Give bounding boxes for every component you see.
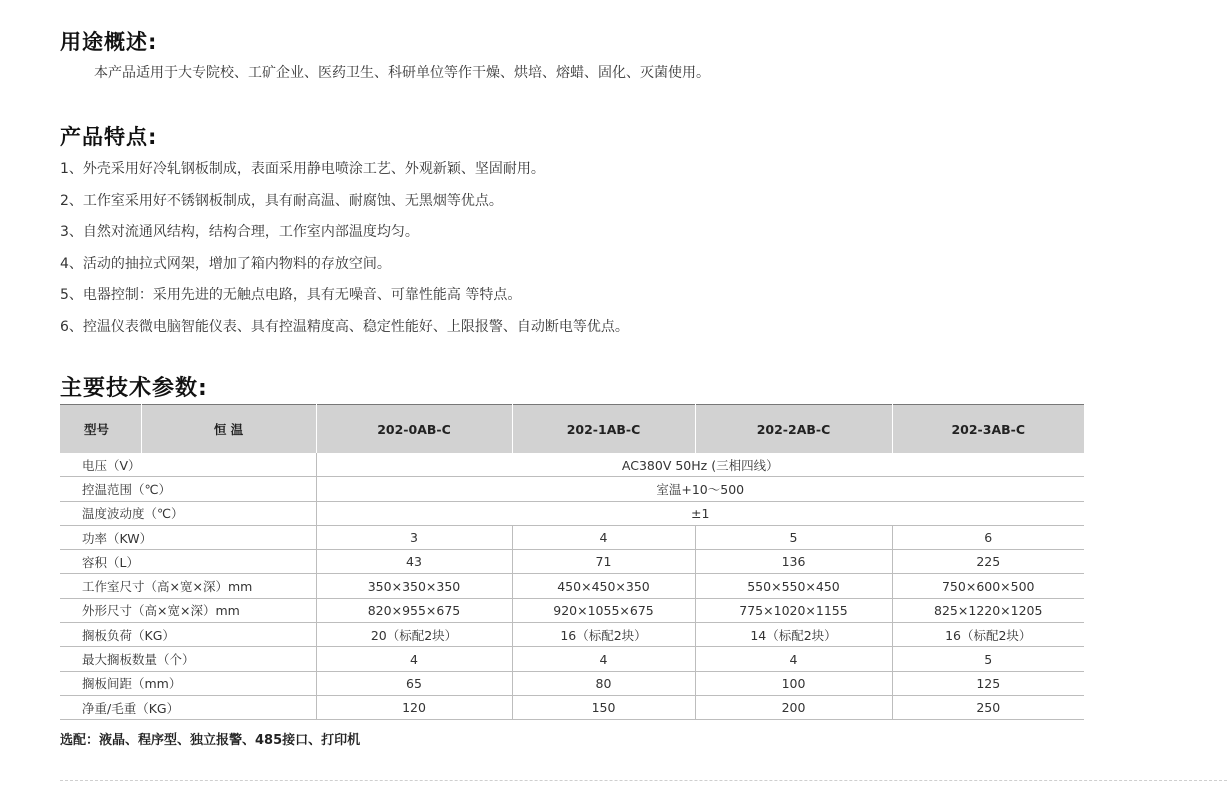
- row-label: 控温范围（℃）: [60, 477, 316, 501]
- cell: 825×1220×1205: [892, 598, 1084, 622]
- feature-item: 6、控温仪表微电脑智能仪表、具有控温精度高、稳定性能好、上限报警、自动断电等优点。: [60, 318, 629, 335]
- row-label: 容积（L）: [60, 550, 316, 574]
- table-row: [60, 574, 1084, 598]
- table-row: [60, 453, 1084, 477]
- cell: 16（标配2块）: [892, 623, 1084, 647]
- row-value: AC380V 50Hz (三相四线）: [316, 453, 1084, 477]
- feature-item: 1、外壳采用好冷轧钢板制成，表面采用静电喷涂工艺、外观新颖、坚固耐用。: [60, 161, 545, 177]
- table-header-row: [60, 405, 1084, 454]
- row-label: 电压（V）: [60, 453, 316, 477]
- usage-description: 本产品适用于大专院校、工矿企业、医药卫生、科研单位等作干燥、烘培、熔蜡、固化、灭菌使用。: [94, 65, 710, 81]
- cell: 71: [512, 550, 695, 574]
- cell: 4: [316, 647, 512, 671]
- cell: 20（标配2块）: [316, 623, 512, 647]
- cell: 3: [316, 525, 512, 549]
- cell: 120: [316, 695, 512, 719]
- cell: 4: [695, 647, 892, 671]
- row-label: 工作室尺寸（高×宽×深）mm: [60, 574, 316, 598]
- features-list: [60, 155, 629, 344]
- table-row: [60, 525, 1084, 549]
- cell: 6: [892, 525, 1084, 549]
- table-row: [60, 695, 1084, 719]
- header-model-0: 202-0AB-C: [316, 405, 512, 454]
- cell: 200: [695, 695, 892, 719]
- cell: 820×955×675: [316, 598, 512, 622]
- table-row: [60, 501, 1084, 525]
- row-label: 功率（KW）: [60, 525, 316, 549]
- cell: 775×1020×1155: [695, 598, 892, 622]
- feature-item: 2、工作室采用好不锈钢板制成，具有耐高温、耐腐蚀、无黑烟等优点。: [60, 192, 503, 209]
- row-label: 最大搁板数量（个）: [60, 647, 316, 671]
- cell: 65: [316, 671, 512, 695]
- table-row: [60, 647, 1084, 671]
- header-type: 恒 温: [141, 405, 316, 454]
- features-title: 产品特点:: [60, 125, 158, 149]
- options-note: 选配：液晶、程序型、独立报警、485接口、打印机: [60, 733, 361, 748]
- row-label: 温度波动度（℃）: [60, 501, 316, 525]
- cell: 225: [892, 550, 1084, 574]
- feature-item: 3、自然对流通风结构，结构合理，工作室内部温度均匀。: [60, 224, 419, 240]
- feature-item: 5、电器控制：采用先进的无触点电路，具有无噪音、可靠性能高 等特点。: [60, 287, 522, 303]
- feature-item: 4、活动的抽拉式网架，增加了箱内物料的存放空间。: [60, 255, 391, 272]
- table-row: [60, 477, 1084, 501]
- row-value: 室温+10～500: [316, 477, 1084, 501]
- cell: 920×1055×675: [512, 598, 695, 622]
- header-model: 型号: [60, 405, 141, 454]
- table-row: [60, 671, 1084, 695]
- cell: 100: [695, 671, 892, 695]
- cell: 5: [695, 525, 892, 549]
- cell: 136: [695, 550, 892, 574]
- params-title: 主要技术参数:: [60, 376, 208, 401]
- cell: 4: [512, 525, 695, 549]
- cell: 43: [316, 550, 512, 574]
- cell: 150: [512, 695, 695, 719]
- header-model-3: 202-3AB-C: [892, 405, 1084, 454]
- cell: 4: [512, 647, 695, 671]
- cell: 80: [512, 671, 695, 695]
- row-label: 净重/毛重（KG）: [60, 695, 316, 719]
- cell: 250: [892, 695, 1084, 719]
- header-model-2: 202-2AB-C: [695, 405, 892, 454]
- row-label: 搁板负荷（KG）: [60, 623, 316, 647]
- table-row: [60, 550, 1084, 574]
- cell: 750×600×500: [892, 574, 1084, 598]
- header-model-1: 202-1AB-C: [512, 405, 695, 454]
- dashed-divider: [60, 780, 1227, 781]
- cell: 350×350×350: [316, 574, 512, 598]
- table-row: [60, 623, 1084, 647]
- cell: 450×450×350: [512, 574, 695, 598]
- cell: 125: [892, 671, 1084, 695]
- cell: 550×550×450: [695, 574, 892, 598]
- usage-title: 用途概述:: [60, 30, 158, 54]
- cell: 16（标配2块）: [512, 623, 695, 647]
- row-label: 搁板间距（mm）: [60, 671, 316, 695]
- row-label: 外形尺寸（高×宽×深）mm: [60, 598, 316, 622]
- table-row: [60, 598, 1084, 622]
- cell: 14（标配2块）: [695, 623, 892, 647]
- cell: 5: [892, 647, 1084, 671]
- params-table: [60, 404, 1084, 720]
- row-value: ±1: [316, 501, 1084, 525]
